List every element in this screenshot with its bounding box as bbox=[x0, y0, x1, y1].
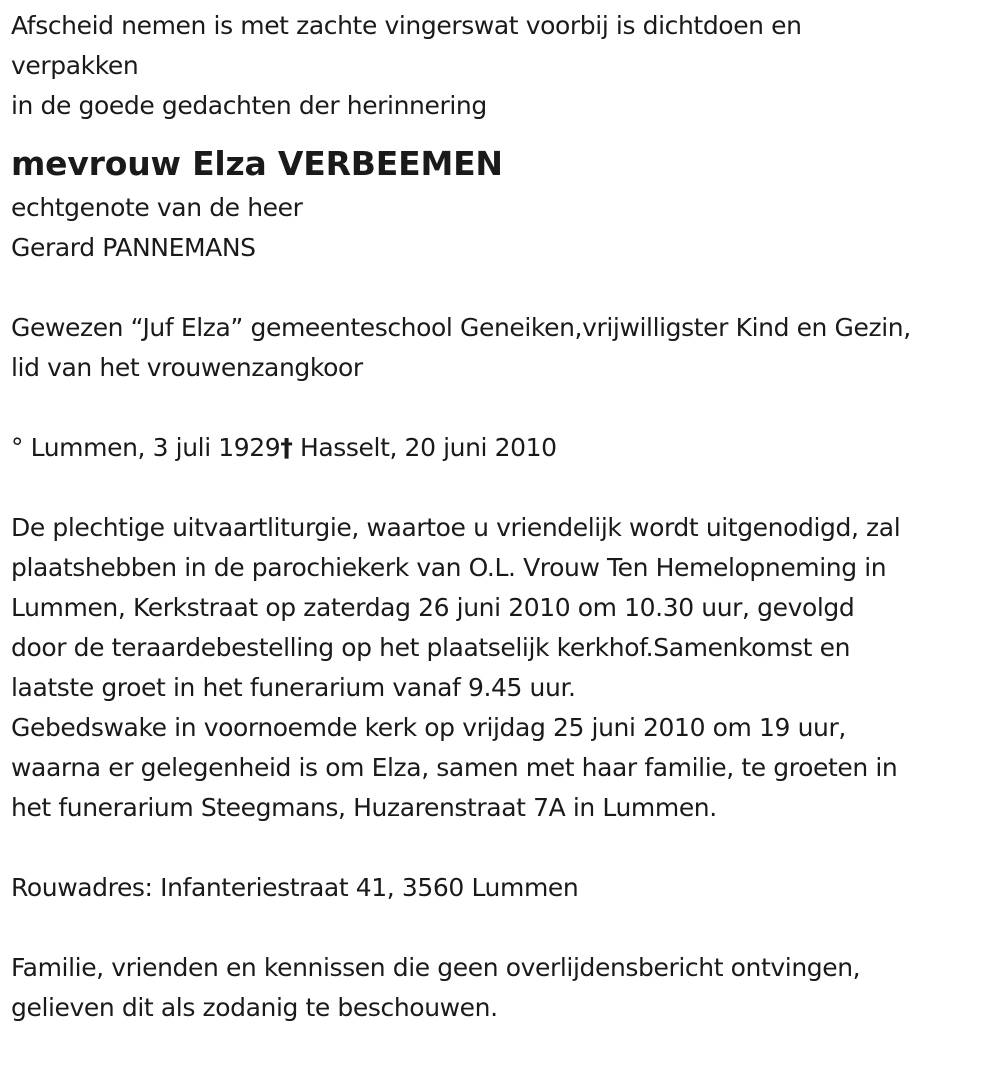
spacer bbox=[11, 828, 988, 868]
funeral-line: plaatshebben in de parochiekerk van O.L. Vrouw Ten Hemelopneming in bbox=[11, 553, 887, 582]
deceased-name: mevrouw Elza VERBEEMEN bbox=[11, 144, 503, 183]
occupation-block bbox=[11, 308, 988, 388]
funeral-line: De plechtige uitvaartliturgie, waartoe u vriendelijk wordt uitgenodigd, zal bbox=[11, 513, 901, 542]
closing-line-1: Familie, vrienden en kennissen die geen overlijdensbericht ontvingen, bbox=[11, 953, 861, 982]
spacer bbox=[11, 268, 988, 308]
funeral-line: waarna er gelegenheid is om Elza, samen met haar familie, te groeten in bbox=[11, 753, 898, 782]
dates-line bbox=[11, 428, 988, 468]
intro-line-2: verpakken bbox=[11, 51, 139, 80]
spacer bbox=[11, 908, 988, 948]
funeral-line: Lummen, Kerkstraat op zaterdag 26 juni 2010 om 10.30 uur, gevolgd bbox=[11, 593, 855, 622]
mourning-address: Rouwadres: Infanteriestraat 41, 3560 Lummen bbox=[11, 873, 579, 902]
occupation-line-1: Gewezen “Juf Elza” gemeenteschool Geneiken,vrijwilligster Kind en Gezin, bbox=[11, 313, 911, 342]
funeral-line: Gebedswake in voornoemde kerk op vrijdag 25 juni 2010 om 19 uur, bbox=[11, 713, 846, 742]
spouse-line-1: echtgenote van de heer bbox=[11, 193, 303, 222]
intro-line-1: Afscheid nemen is met zachte vingerswat voorbij is dichtdoen en bbox=[11, 11, 802, 40]
spouse-line-2: Gerard PANNEMANS bbox=[11, 233, 256, 262]
funeral-details bbox=[11, 508, 988, 828]
intro-line-3: in de goede gedachten der herinnering bbox=[11, 91, 487, 120]
closing-line-2: gelieven dit als zodanig te beschouwen. bbox=[11, 993, 498, 1022]
funeral-line: laatste groet in het funerarium vanaf 9.45 uur. bbox=[11, 673, 576, 702]
closing-note bbox=[11, 948, 988, 1028]
occupation-line-2: lid van het vrouwenzangkoor bbox=[11, 353, 363, 382]
funeral-line: het funerarium Steegmans, Huzarenstraat 7A in Lummen. bbox=[11, 793, 717, 822]
death-date: Hasselt, 20 juni 2010 bbox=[292, 433, 557, 462]
spacer bbox=[11, 388, 988, 428]
funeral-line: door de teraardebestelling op het plaatselijk kerkhof.Samenkomst en bbox=[11, 633, 851, 662]
intro-poem bbox=[11, 6, 988, 126]
spacer bbox=[11, 468, 988, 508]
cross-icon: † bbox=[280, 433, 293, 462]
birth-date: ° Lummen, 3 juli 1929 bbox=[11, 433, 281, 462]
spouse-block bbox=[11, 188, 988, 268]
